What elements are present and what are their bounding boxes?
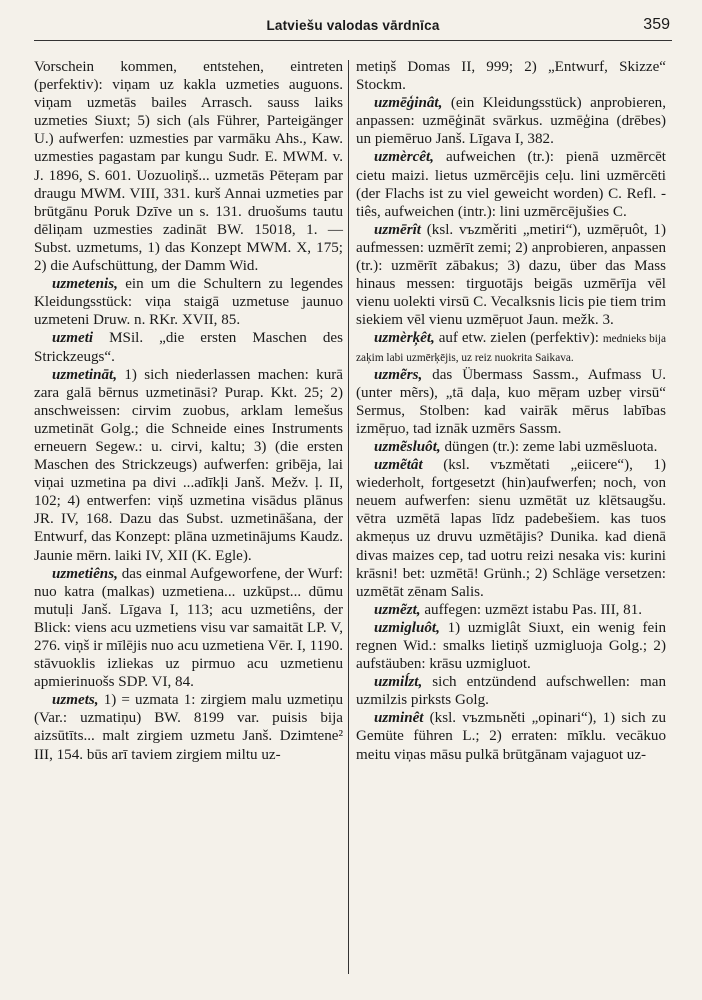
running-header xyxy=(34,14,672,41)
left-column xyxy=(34,58,343,764)
entry-headword: uzmetiêns, xyxy=(52,565,118,582)
entry-text: (ksl. vъzmьněti „opinari“), 1) sich zu Gemüte führen L.; 2) erraten: mīklu. vecākuo meitu viņas māsu pulkā brūtgānam vajaguot uz- xyxy=(356,710,666,763)
entry-headword: uzmeti xyxy=(52,330,94,347)
entry-headword: uzmēģinât, xyxy=(374,95,443,112)
entry-text: (ein Kleidungsstück) anprobieren, anpassen: uzmēģināt svārkus. uzmēģina (drēbes) un piemēruo Janš. Līgava I, 382. xyxy=(356,95,666,148)
dictionary-entry xyxy=(356,366,666,438)
entry-text: MSil. „die ersten Maschen des Strickzeugs“. xyxy=(34,330,343,365)
entry-headword: uzmets, xyxy=(52,692,99,709)
entry-headword: uzmẽtât xyxy=(374,457,423,474)
entry-text: (ksl. vъzměriti „metiri“), uzmēŗuôt, 1) aufmessen: uzmērīt zemi; 2) anprobieren, anpassen (tr.): uzmērīt zābakus; 3) dazu, über das Mass hinaus messen: tirguotājs beigās uzmērīja vēl vienu uolekti virsū C. Vecalksnis licis pie tiem trim siekiem vēl vienu uzmēŗuot Jaun. mežk. 3. xyxy=(356,221,666,329)
entry-headword: uzmērît xyxy=(374,221,421,238)
running-title: Latviešu valodas vārdnīca xyxy=(266,18,440,33)
entry-text: das Übermass Sassm., Aufmass U. (unter mẽrs), „tā daļa, kuo mēŗam uzbeŗ virsū“ Sermus, Stolben: kad vairāk mērus labības izmēŗuo, tad iznāk uzmērs Sassm. xyxy=(356,366,666,437)
dictionary-entry xyxy=(34,565,343,692)
entry-headword: uzmetenis, xyxy=(52,276,118,293)
dictionary-entry xyxy=(356,329,666,365)
page-number: 359 xyxy=(643,16,670,33)
entry-text: (ksl. vъzmětati „eiicere“), 1) wiederholt, fortgesetzt (hin)aufwerfen; noch, von neuem aufwerfen: sienu uzmētāt uz klētsaugšu. vētra uzmētā lapas līdz padebešiem. kas tuos akmeņus uz druvu uzmētājis? Dunika. kad dienā divas maizes cep, tad uotru reizi nesaka vis: kurini krāsni! bet: uzmētā! Grünh.; 2) Schläge versetzen: uzmētāt zēnam Salis. xyxy=(356,457,666,600)
dictionary-entry xyxy=(356,456,666,601)
entry-headword: uzmẽsluôt, xyxy=(374,438,441,455)
entry-continuation xyxy=(356,58,666,94)
dictionary-entry xyxy=(356,601,666,619)
entry-continuation xyxy=(34,58,343,275)
dictionary-entry xyxy=(34,275,343,329)
entry-headword: uzmigluôt, xyxy=(374,619,440,636)
entry-example-small: mednieks bija zaķim labi uzmērķējis, uz reiz nuokrita Saikava. xyxy=(356,333,667,364)
entry-text: Vorschein kommen, entstehen, eintreten (perfektiv): viņam uz kakla uzmeties auguons. viņam uzmetās bailes Arrasch. sauss laiks uzmeties Siuxt; 5) sich (als Führer, Parteigänger U.) aufwerfen: uzmesties par varmāku Ahs., Kaw. uzmesties pagastam par kungu Sudr. E. MWM. v. J. 1896, S. 601. Uozuoliņš... uzmetās Pēteŗam par draugu MWM. VIII, 331. kurš Annai uzmeties par brūtgānu Poruk Dzīve un s. 131. druošums tautu dēliņam uzmesties zadināt BW. 15018, 1. — Subst. uzmetums, 1) das Konzept MWM. X, 175; 2) die Aufschüttung, der Damm Wid. xyxy=(34,59,343,275)
right-column xyxy=(356,58,666,764)
entry-text: sich entzündend aufschwellen: man uzmilzis pirksts Golg. xyxy=(356,674,666,709)
entry-text: aufweichen (tr.): pienā uzmērcēt cietu maizi. lietus uzmērcējis ceļu. lini uzmērcēti (der Flachs ist zu viel geweicht worden) C. Refl. -tiês, aufweichen (intr.): lini uzmērcējušies C. xyxy=(356,149,666,220)
entry-headword: uzminêt xyxy=(374,710,424,727)
column-rule xyxy=(348,60,349,974)
entry-headword: uzmetināt, xyxy=(52,366,118,383)
dictionary-entry xyxy=(356,148,666,220)
entry-text: 1) sich niederlassen machen: kurā zara galā bērnus uzmetināsi? Purap. Kkt. 25; 2) anschweissen: cirvim zuobus, arklam lemešus uzmetināt Golg.; die Schneide eines Instruments erneuern Segew.: u. cirvi, kaltu; 3) (die ersten Maschen des Strickzeugs) aufwerfen: gribēja, lai viņai uzmetina pa divi ...adīkļi Janš. Mežv. ļ. II, 102; 4) entwerfen: viņš uzmetina visādus plānus JR. IV, 168. Dazu das Subst. uzmetināšana, der Entwurf, das Konzept: plāna uzmetinājums Kaudz. Jaunie mērn. laiki IV, XII (K. Egle). xyxy=(34,366,343,564)
entry-text: auffegen: uzmēzt istabu Pas. III, 81. xyxy=(424,601,643,618)
dictionary-entry xyxy=(356,438,666,456)
dictionary-entry xyxy=(356,619,666,673)
entry-text: 1) uzmiglât Siuxt, ein wenig fein regnen Wid.: smalks lietiņš uzmigluoja Golg.; 2) aufstäuben: krāsu uzmigluot. xyxy=(356,619,666,673)
entry-headword: uzmèrķêt, xyxy=(374,330,435,347)
dictionary-entry xyxy=(34,366,343,565)
dictionary-entry xyxy=(356,94,666,148)
dictionary-entry xyxy=(356,673,666,709)
entry-text: das einmal Aufgeworfene, der Wurf: nuo katra (malkas) uzmetiena... uzkūpst... dūmu mutuļi Janš. Līgava I, 113; acu uzmetiêns, der Blick: viens acu uzmetiens visu var samaitāt LP. V, 276. viņš ir mīlējis nuo acu uzmetiena Vēr. I, 1190. stāvuoklis izliekas uz pirmuo acu uzmetienu apmierinuošs SDP. VI, 84. xyxy=(34,565,343,691)
entry-text: auf etw. zielen (perfektiv): xyxy=(438,330,599,347)
entry-headword: uzmẽrs, xyxy=(374,366,423,383)
entry-headword: uzmẽzt, xyxy=(374,601,421,618)
entry-headword: uzmèrcêt, xyxy=(374,149,434,166)
entry-text: ein um die Schultern zu legendes Kleidungsstück: viņa staigā uzmetuse jaunuo uzmeteni Druw. n. RKr. XVII, 85. xyxy=(34,276,344,329)
dictionary-entry xyxy=(356,221,666,330)
entry-text: metiņš Domas II, 999; 2) „Entwurf, Skizze“ Stockm. xyxy=(356,59,666,94)
entry-text: düngen (tr.): zeme labi uzmēsluota. xyxy=(444,438,658,455)
entry-headword: uzmiĺzt, xyxy=(374,674,423,691)
dictionary-entry xyxy=(34,691,343,763)
dictionary-entry xyxy=(34,329,343,365)
dictionary-entry xyxy=(356,709,666,763)
entry-text: 1) = uzmata 1: zirgiem malu uzmetiņu (Var.: uzmatiņu) BW. 8199 var. puisis bija aizsūtīts... malt zirgiem uzmetu Janš. Dzimtene² III, 154. būs arī taviem zirgiem miltu uz- xyxy=(34,692,343,763)
